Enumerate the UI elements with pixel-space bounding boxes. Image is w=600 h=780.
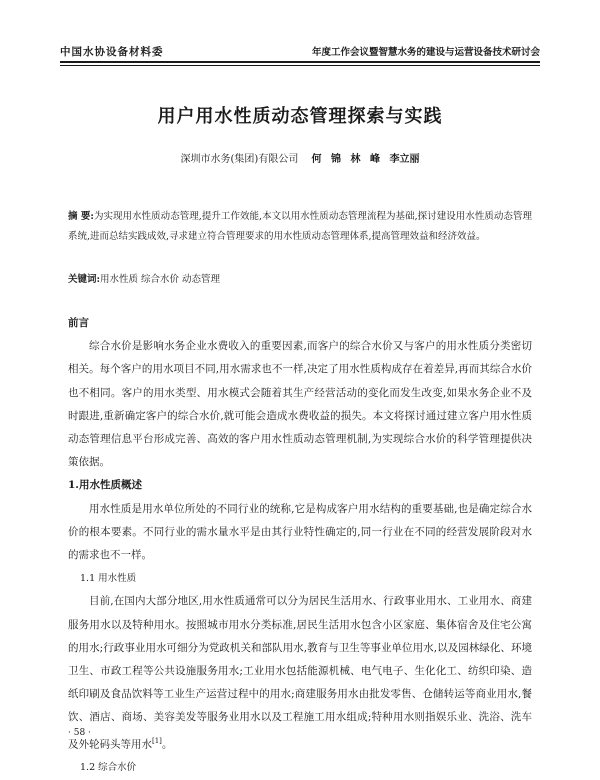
intro-paragraph: 综合水价是影响水务企业水费收入的重要因素,而客户的综合水价又与客户的用水性质分类密切相关。每个客户的用水项目不同,用水需求也不一样,决定了用水性质构成存在着差异,再而其综合水价也不相同。客户的用水类型、用水模式会随着其生产经营活动的变化而发生改变,如果水务企业不及时跟进,重新确定客户的综合水价,就可能会造成水费收益的损失。本文将探讨通过建立客户用水性质动态管理信息平台形成完善、高效的客户用水性质动态管理机制,为实现综合水价的科学管理提供决策依据。: [68, 340, 532, 469]
body-text: [68, 312, 532, 780]
header-rule-thick: [60, 61, 540, 63]
header-rule-thin: [60, 65, 540, 66]
abstract-label: 摘 要:: [68, 211, 94, 222]
subsection-1-1-end: 。: [161, 738, 173, 751]
affiliation: 深圳市水务(集团)有限公司: [180, 154, 299, 165]
author-names: 何 锦 林 峰 李立丽: [311, 154, 420, 165]
section-heading-intro: 前言: [68, 317, 89, 329]
abstract-text: 为实现用水性质动态管理,提升工作效能,本文以用水性质动态管理流程为基础,探讨建设用水性质动态管理系统,进而总结实践成效,寻求建立符合管理要求的用水性质动态管理体系,提高管理效益和经济效益。: [68, 211, 532, 242]
author-line: [0, 150, 600, 165]
running-header: [60, 44, 540, 59]
header-left: 中国水协设备材料委: [60, 46, 164, 58]
subsection-heading-1-2: 1.2 综合水价: [80, 762, 137, 774]
section-1-paragraph: 用水性质是用水单位所处的不同行业的统称,它是构成客户用水结构的重要基础,也是确定综合水价的根本要素。不同行业的需水量水平是由其行业特性确定的,同一行业在不同的经营发展阶段对水的需求也不一样。: [68, 502, 532, 562]
page-number: · 58 ·: [68, 728, 91, 738]
subsection-heading-1-1: 1.1 用水性质: [80, 573, 137, 585]
paper-title: 用户用水性质动态管理探索与实践: [157, 106, 443, 127]
keywords-label: 关键词:: [68, 274, 101, 285]
keywords: [68, 270, 532, 290]
keywords-text: 用水性质 综合水价 动态管理: [100, 274, 221, 285]
subsection-1-1-text: 目前,在国内大部分地区,用水性质通常可以分为居民生活用水、行政事业用水、工业用水、商建服务用水以及特种用水。按照城市用水分类标准,居民生活用水包含小区家庭、集体宿舍及住宅公寓的用水;行政事业用水可细分为党政机关和部队用水,教育与卫生等事业单位用水,以及园林绿化、环境卫生、市政工程等公共设施服务用水;工业用水包括能源机械、电气电子、生化化工、纺织印染、造纸印刷及食品饮料等工业生产运营过程中的用水;商建服务用水由批发零售、仓储转运等商业用水,餐饮、酒店、商场、美容美发等服务业用水以及工程施工用水组成;特种用水则指娱乐业、洗浴、洗车及外轮码头等用水: [68, 595, 532, 751]
subsection-1-1-paragraph: [68, 590, 532, 756]
section-heading-1: 1.用水性质概述: [68, 479, 142, 492]
citation-ref: [1]: [152, 736, 162, 745]
header-right: 年度工作会议暨智慧水务的建设与运营设备技术研讨会: [311, 47, 540, 58]
abstract: [68, 207, 532, 247]
